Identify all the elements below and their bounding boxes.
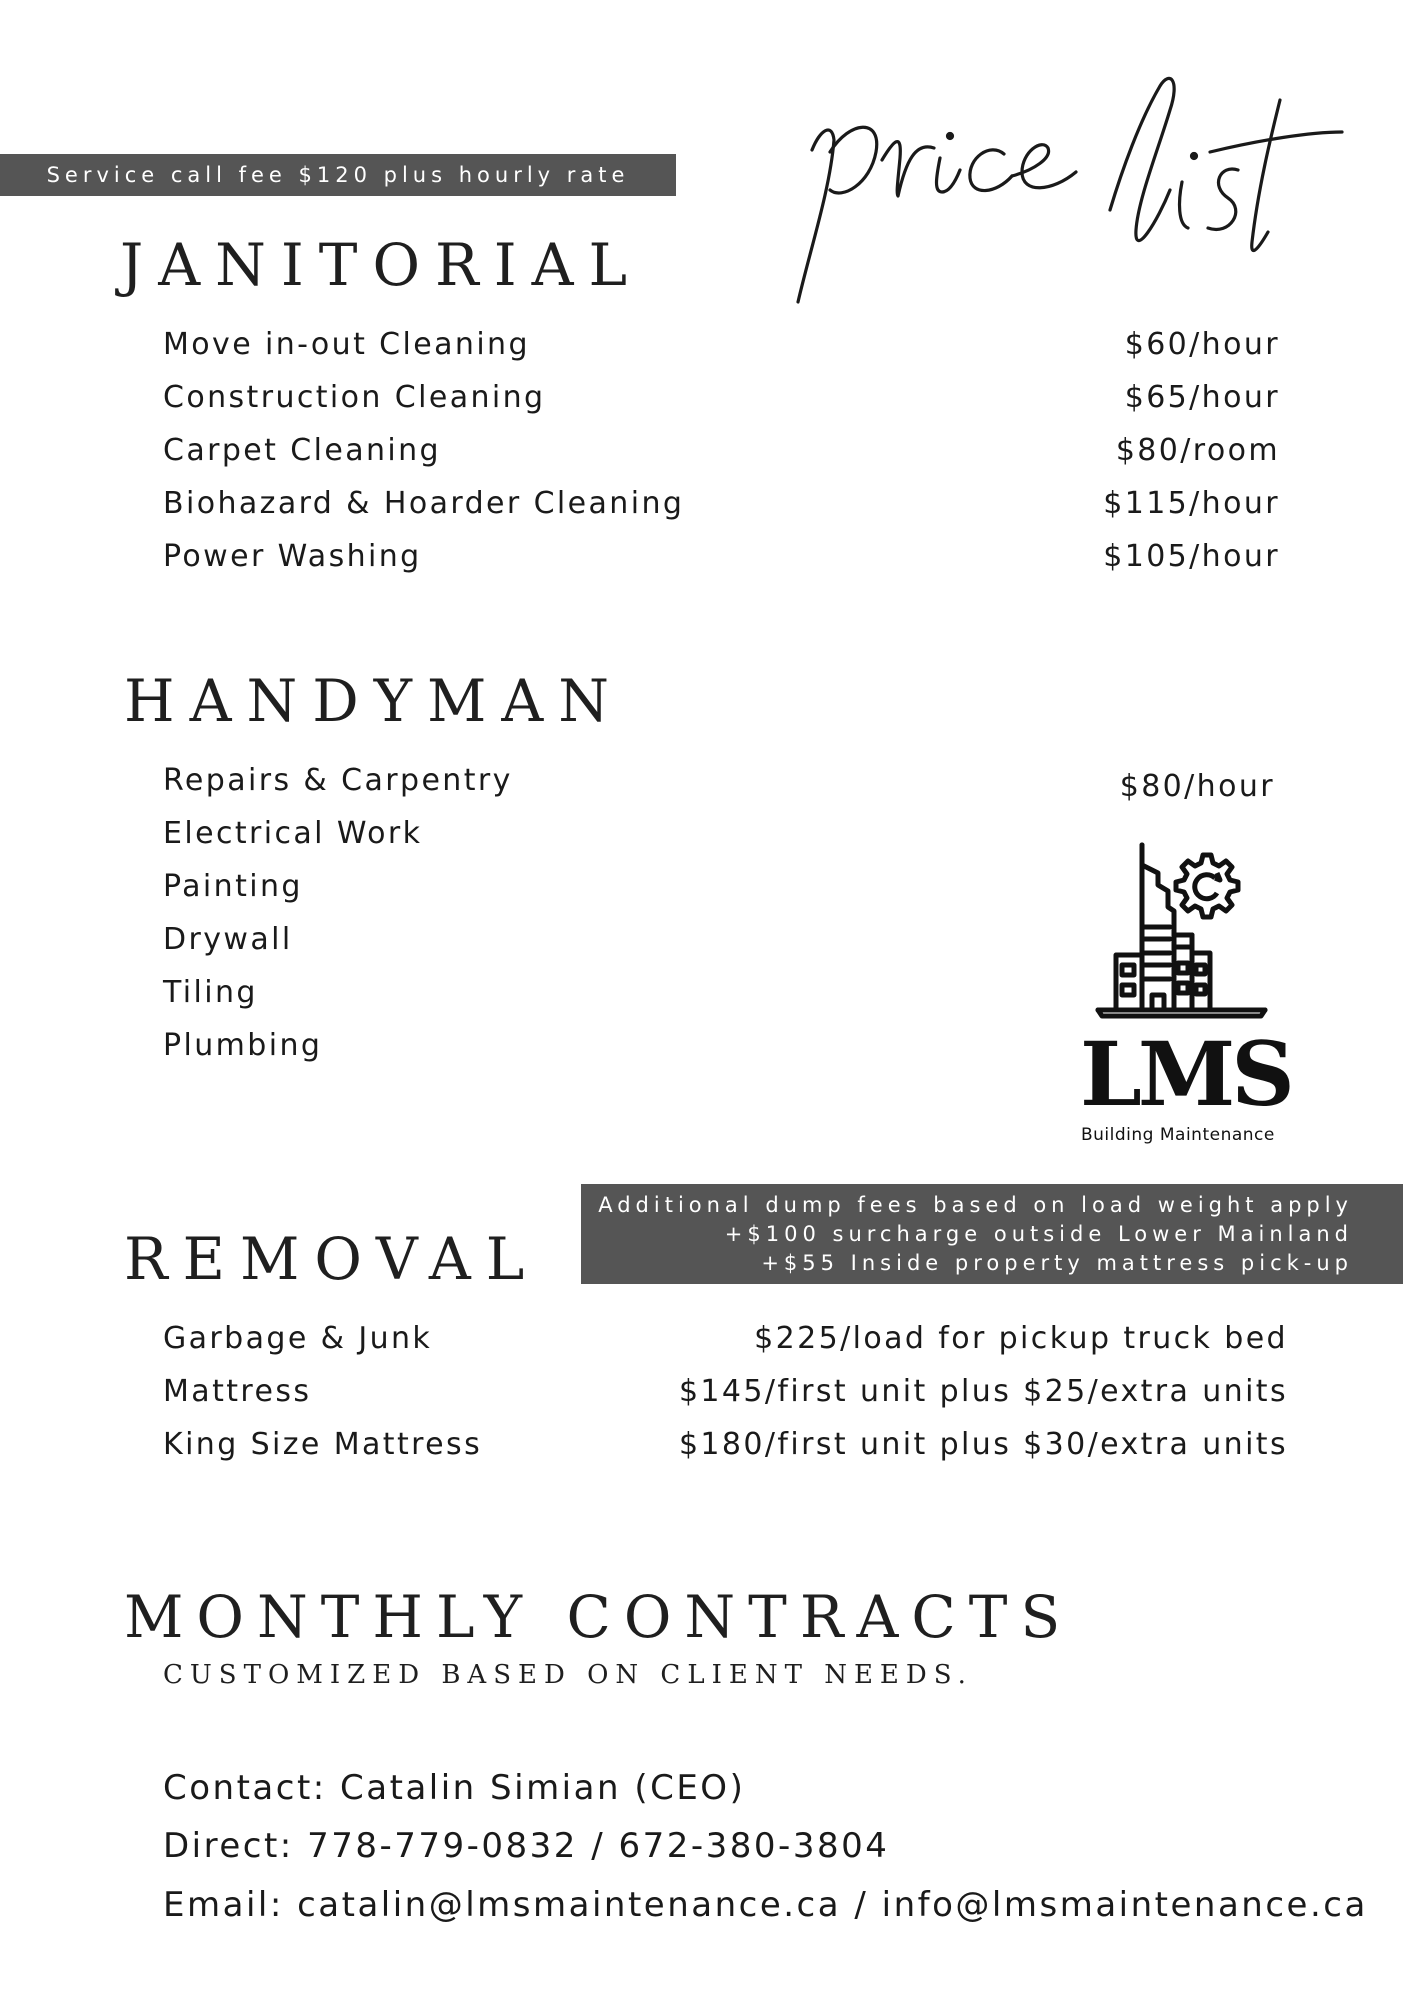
list-item xyxy=(163,371,1280,424)
list-item xyxy=(163,807,863,860)
handyman-heading: HANDYMAN xyxy=(124,667,625,735)
list-item xyxy=(163,530,1280,583)
removal-note: +$100 surcharge outside Lower Mainland xyxy=(724,1222,1353,1246)
service-label: Biohazard & Hoarder Cleaning xyxy=(163,486,685,521)
contact-person: Contact: Catalin Simian (CEO) xyxy=(163,1768,746,1808)
handyman-list xyxy=(163,754,863,1072)
service-price: $65/hour xyxy=(1124,380,1280,415)
service-label: Garbage & Junk xyxy=(163,1321,433,1356)
monthly-contracts-subtitle: CUSTOMIZED BASED ON CLIENT NEEDS. xyxy=(163,1660,973,1690)
service-label: Power Washing xyxy=(163,539,422,574)
service-label: King Size Mattress xyxy=(163,1427,483,1462)
janitorial-list xyxy=(163,318,1280,583)
logo-tagline: Building Maintenance xyxy=(1081,1125,1275,1145)
removal-note: Additional dump fees based on load weight apply xyxy=(598,1193,1353,1217)
service-price: $225/load for pickup truck bed xyxy=(754,1321,1288,1356)
janitorial-heading: JANITORIAL xyxy=(120,231,643,299)
service-price: $60/hour xyxy=(1124,327,1280,362)
service-label: Carpet Cleaning xyxy=(163,433,441,468)
monthly-contracts-heading: MONTHLY CONTRACTS xyxy=(124,1583,1074,1651)
logo-name: LMS xyxy=(1080,1022,1291,1126)
service-label: Electrical Work xyxy=(163,816,423,851)
service-price: $180/first unit plus $30/extra units xyxy=(678,1427,1288,1462)
list-item xyxy=(163,1365,1288,1418)
service-label: Repairs & Carpentry xyxy=(163,763,513,798)
removal-note: +$55 Inside property mattress pick-up xyxy=(761,1251,1353,1275)
service-price: $145/first unit plus $25/extra units xyxy=(678,1374,1288,1409)
list-item xyxy=(163,1418,1288,1471)
service-label: Plumbing xyxy=(163,1028,323,1063)
list-item xyxy=(163,913,863,966)
contact-email: Email: catalin@lmsmaintenance.ca / info@lmsmaintenance.ca xyxy=(163,1885,1368,1925)
list-item xyxy=(163,477,1280,530)
handyman-price: $80/hour xyxy=(1119,769,1275,804)
price-list-title xyxy=(790,60,1350,320)
list-item xyxy=(163,860,863,913)
service-label: Mattress xyxy=(163,1374,312,1409)
list-item xyxy=(163,754,863,807)
contact-phone: Direct: 778-779-0832 / 672-380-3804 xyxy=(163,1826,890,1866)
list-item xyxy=(163,318,1280,371)
list-item xyxy=(163,1312,1288,1365)
service-price: $80/room xyxy=(1115,433,1280,468)
removal-list xyxy=(163,1312,1288,1471)
service-price: $115/hour xyxy=(1103,486,1280,521)
service-call-banner: Service call fee $120 plus hourly rate xyxy=(0,154,676,196)
service-label: Painting xyxy=(163,869,303,904)
service-label: Drywall xyxy=(163,922,293,957)
service-label: Construction Cleaning xyxy=(163,380,546,415)
removal-notes-banner xyxy=(581,1184,1403,1284)
list-item xyxy=(163,1019,863,1072)
list-item xyxy=(163,966,863,1019)
service-label: Move in-out Cleaning xyxy=(163,327,530,362)
service-label: Tiling xyxy=(163,975,258,1010)
list-item xyxy=(163,424,1280,477)
removal-heading: REMOVAL xyxy=(124,1225,540,1293)
service-price: $105/hour xyxy=(1103,539,1280,574)
